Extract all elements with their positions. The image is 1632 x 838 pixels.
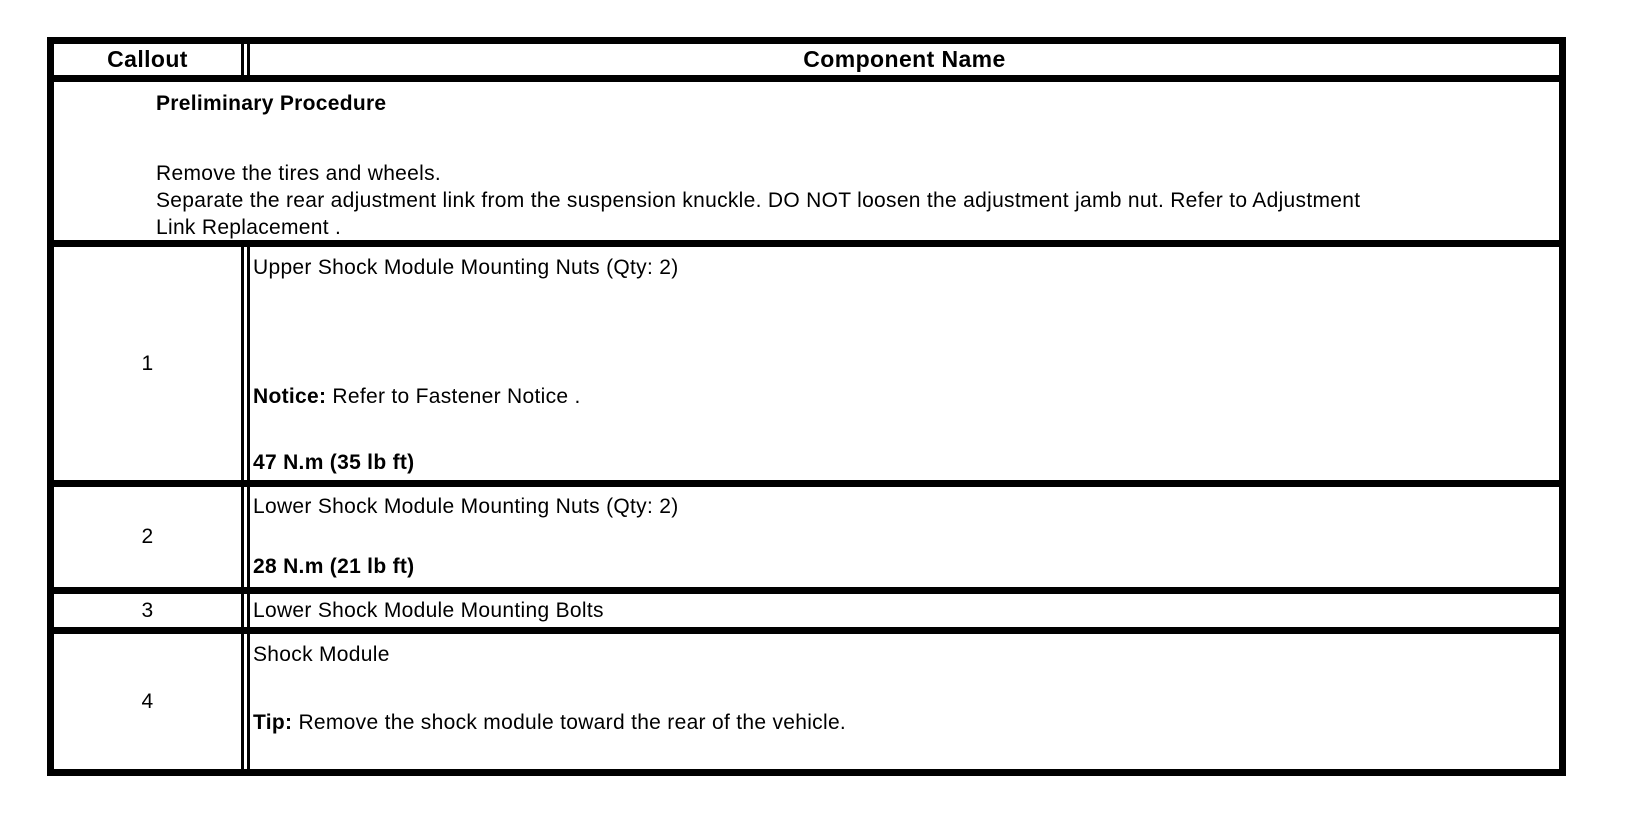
- row-separator: [54, 240, 1559, 247]
- component-cell: [250, 594, 1559, 627]
- table-row: [54, 487, 1559, 587]
- component-name: Lower Shock Module Mounting Bolts: [253, 599, 604, 622]
- table-row: [54, 594, 1559, 627]
- column-divider: [241, 487, 250, 587]
- component-name: Lower Shock Module Mounting Nuts (Qty: 2): [253, 495, 679, 518]
- tip-text: Remove the shock module toward the rear of the vehicle.: [292, 711, 847, 734]
- column-divider: [241, 634, 250, 769]
- preliminary-procedure-title: Preliminary Procedure: [156, 92, 387, 115]
- component-callout-table: [47, 37, 1566, 776]
- column-divider: [241, 247, 250, 480]
- tip-line: [253, 709, 1553, 736]
- notice-label: Notice:: [253, 385, 327, 408]
- component-name: Shock Module: [253, 643, 390, 666]
- row-separator: [54, 627, 1559, 634]
- preliminary-step-2-continued: Link Replacement .: [156, 216, 342, 239]
- callout-number: 2: [141, 525, 154, 548]
- table-row: [54, 247, 1559, 480]
- component-cell: [250, 487, 1559, 587]
- component-name-column-header: Component Name: [803, 46, 1006, 72]
- callout-number: 3: [141, 598, 154, 622]
- table-header-row: [54, 44, 1559, 75]
- component-cell: [250, 247, 1559, 480]
- table-row: [54, 634, 1559, 769]
- callout-number: 1: [141, 351, 154, 375]
- preliminary-procedure-row: [54, 82, 1559, 240]
- row-separator: [54, 587, 1559, 594]
- column-divider: [241, 594, 250, 627]
- component-cell: [250, 634, 1559, 769]
- row-separator: [54, 480, 1559, 487]
- torque-spec: 28 N.m (21 lb ft): [253, 555, 415, 578]
- notice-text: Refer to Fastener Notice .: [326, 385, 581, 408]
- callout-column-header: Callout: [107, 46, 188, 72]
- preliminary-procedure-cell: [54, 82, 1559, 240]
- row-separator: [54, 75, 1559, 82]
- component-name: Upper Shock Module Mounting Nuts (Qty: 2): [253, 256, 679, 279]
- torque-spec: 47 N.m (35 lb ft): [253, 451, 415, 474]
- tip-label: Tip:: [253, 711, 293, 734]
- callout-number: 4: [141, 689, 154, 713]
- preliminary-step-2: Separate the rear adjustment link from the suspension knuckle. DO NOT loosen the adjustment jamb nut. Refer to Adjustment: [156, 189, 1361, 212]
- notice-line: [253, 383, 1553, 410]
- preliminary-step-1: Remove the tires and wheels.: [156, 162, 442, 185]
- column-divider: [241, 44, 250, 75]
